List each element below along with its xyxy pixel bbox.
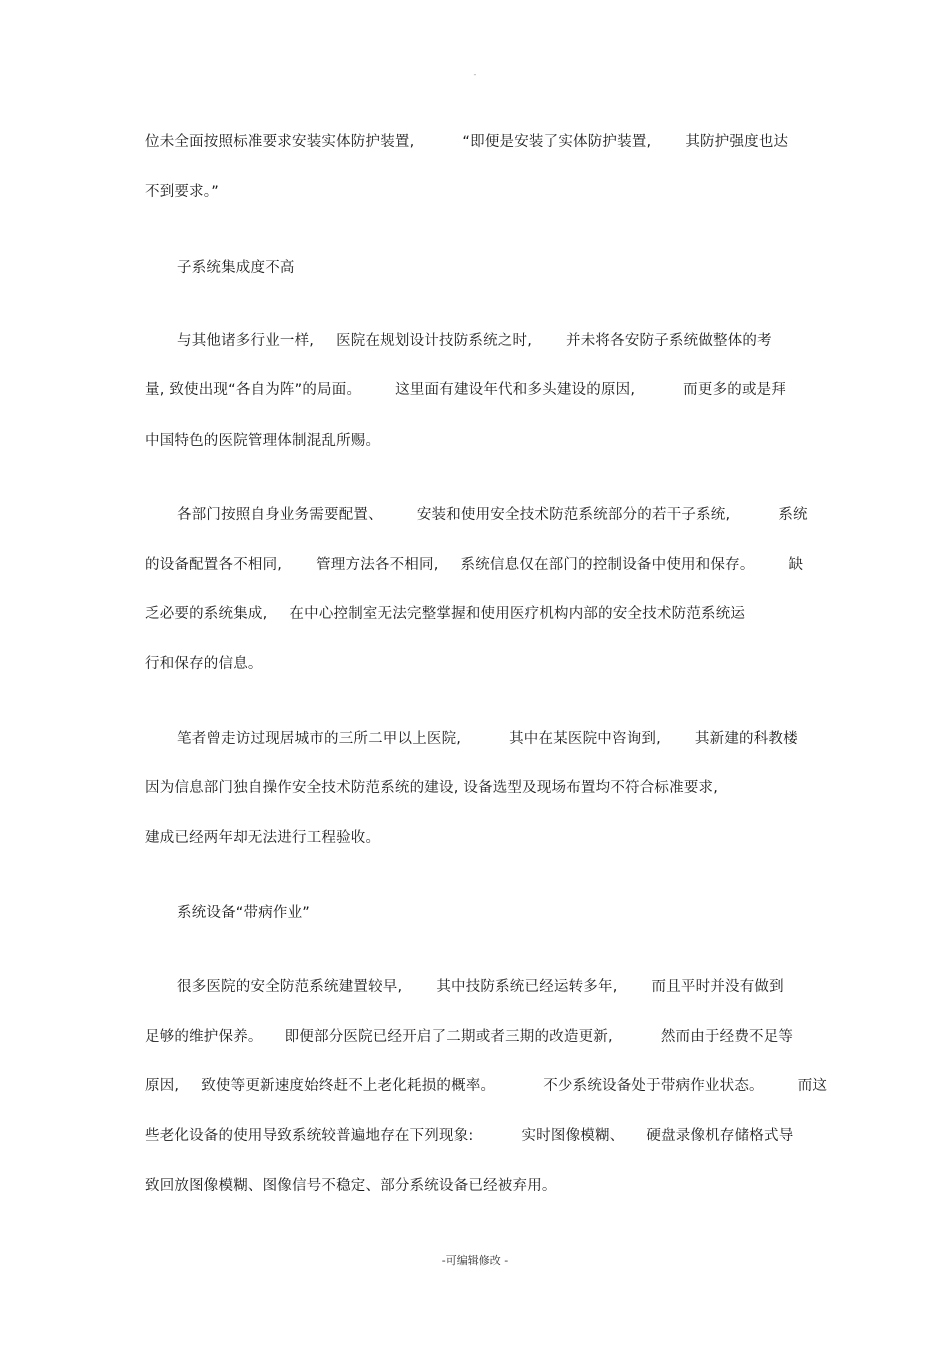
text-segment: 致使等更新速度始终赶不上老化耗损的概率。 [201,1078,496,1094]
paragraph-3-line-1 [177,505,808,525]
text-segment: 些老化设备的使用导致系统较普遍地存在下列现象: [145,1128,474,1144]
text-segment: “即便是安装了实体防护装置, [462,134,652,150]
text-segment: 其中在某医院中咨询到, [509,731,661,747]
paragraph-2-line-1 [177,331,772,351]
text-segment: 原因, [145,1078,180,1094]
text-segment: 实时图像模糊、 [521,1128,625,1144]
text-segment: 而更多的或是拜 [683,382,787,398]
text-segment: 其新建的科教楼 [694,731,798,747]
paragraph-5-line-1 [177,977,784,997]
page-footer: -可编辑修改 - [441,1254,509,1267]
text-segment: 并未将各安防子系统做整体的考 [566,333,772,349]
text-segment: 而这 [797,1078,828,1094]
text-segment: 系统信息仅在部门的控制设备中使用和保存。 [460,557,755,573]
text-segment: 缺 [788,557,804,573]
paragraph-4-line-2: 因为信息部门独自操作安全技术防范系统的建设, 设备选型及现场布置均不符合标准要求, [145,780,719,796]
paragraph-1-line-2: 不到要求。” [145,184,219,200]
text-segment: 安装和使用安全技术防范系统部分的若干子系统, [416,507,731,523]
paragraph-4-line-3: 建成已经两年却无法进行工程验收。 [145,830,381,846]
text-segment: 量, 致使出现“各自为阵”的局面。 [145,382,362,398]
text-segment: 然而由于经费不足等 [660,1029,794,1045]
text-segment: 在中心控制室无法完整掌握和使用医疗机构内部的安全技术防范系统运 [289,606,746,622]
text-segment: 而且平时并没有做到 [651,979,784,995]
section-heading-2: 系统设备“带病作业” [177,905,311,921]
paragraph-1-line-1 [145,132,788,152]
section-heading-1: 子系统集成度不高 [177,260,295,276]
paragraph-3-line-2 [145,555,803,575]
header-mark: - [473,70,477,79]
text-segment: 医院在规划设计技防系统之时, [336,333,533,349]
text-segment: 足够的维护保养。 [145,1029,263,1045]
text-segment: 其防护强度也达 [685,134,789,150]
text-segment: 硬盘录像机存储格式导 [646,1128,794,1144]
text-segment: 不少系统设备处于带病作业状态。 [543,1078,764,1094]
paragraph-3-line-3 [145,604,745,624]
text-segment: 各部门按照自身业务需要配置、 [177,507,383,523]
paragraph-5-line-2 [145,1027,793,1047]
text-segment: 系统 [778,507,808,523]
paragraph-5-line-4 [145,1126,793,1146]
text-segment: 管理方法各不相同, [316,557,439,573]
text-segment: 位未全面按照标准要求安装实体防护装置, [145,134,415,150]
paragraph-5-line-5: 致回放图像模糊、图像信号不稳定、部分系统设备已经被弃用。 [145,1178,557,1194]
text-segment: 乏必要的系统集成, [145,606,268,622]
paragraph-2-line-3: 中国特色的医院管理体制混乱所赐。 [145,433,381,449]
text-segment: 即便部分医院已经开启了二期或者三期的改造更新, [284,1029,613,1045]
paragraph-2-line-2 [145,380,786,400]
paragraph-4-line-1 [177,729,798,749]
text-segment: 笔者曾走访过现居城市的三所二甲以上医院, [177,731,462,747]
text-segment: 与其他诸多行业一样, [177,333,315,349]
paragraph-3-line-4: 行和保存的信息。 [145,656,263,672]
text-segment: 的设备配置各不相同, [145,557,283,573]
text-segment: 这里面有建设年代和多头建设的原因, [395,382,636,398]
text-segment: 很多医院的安全防范系统建置较早, [177,979,403,995]
paragraph-5-line-3 [145,1076,827,1096]
text-segment: 其中技防系统已经运转多年, [436,979,618,995]
